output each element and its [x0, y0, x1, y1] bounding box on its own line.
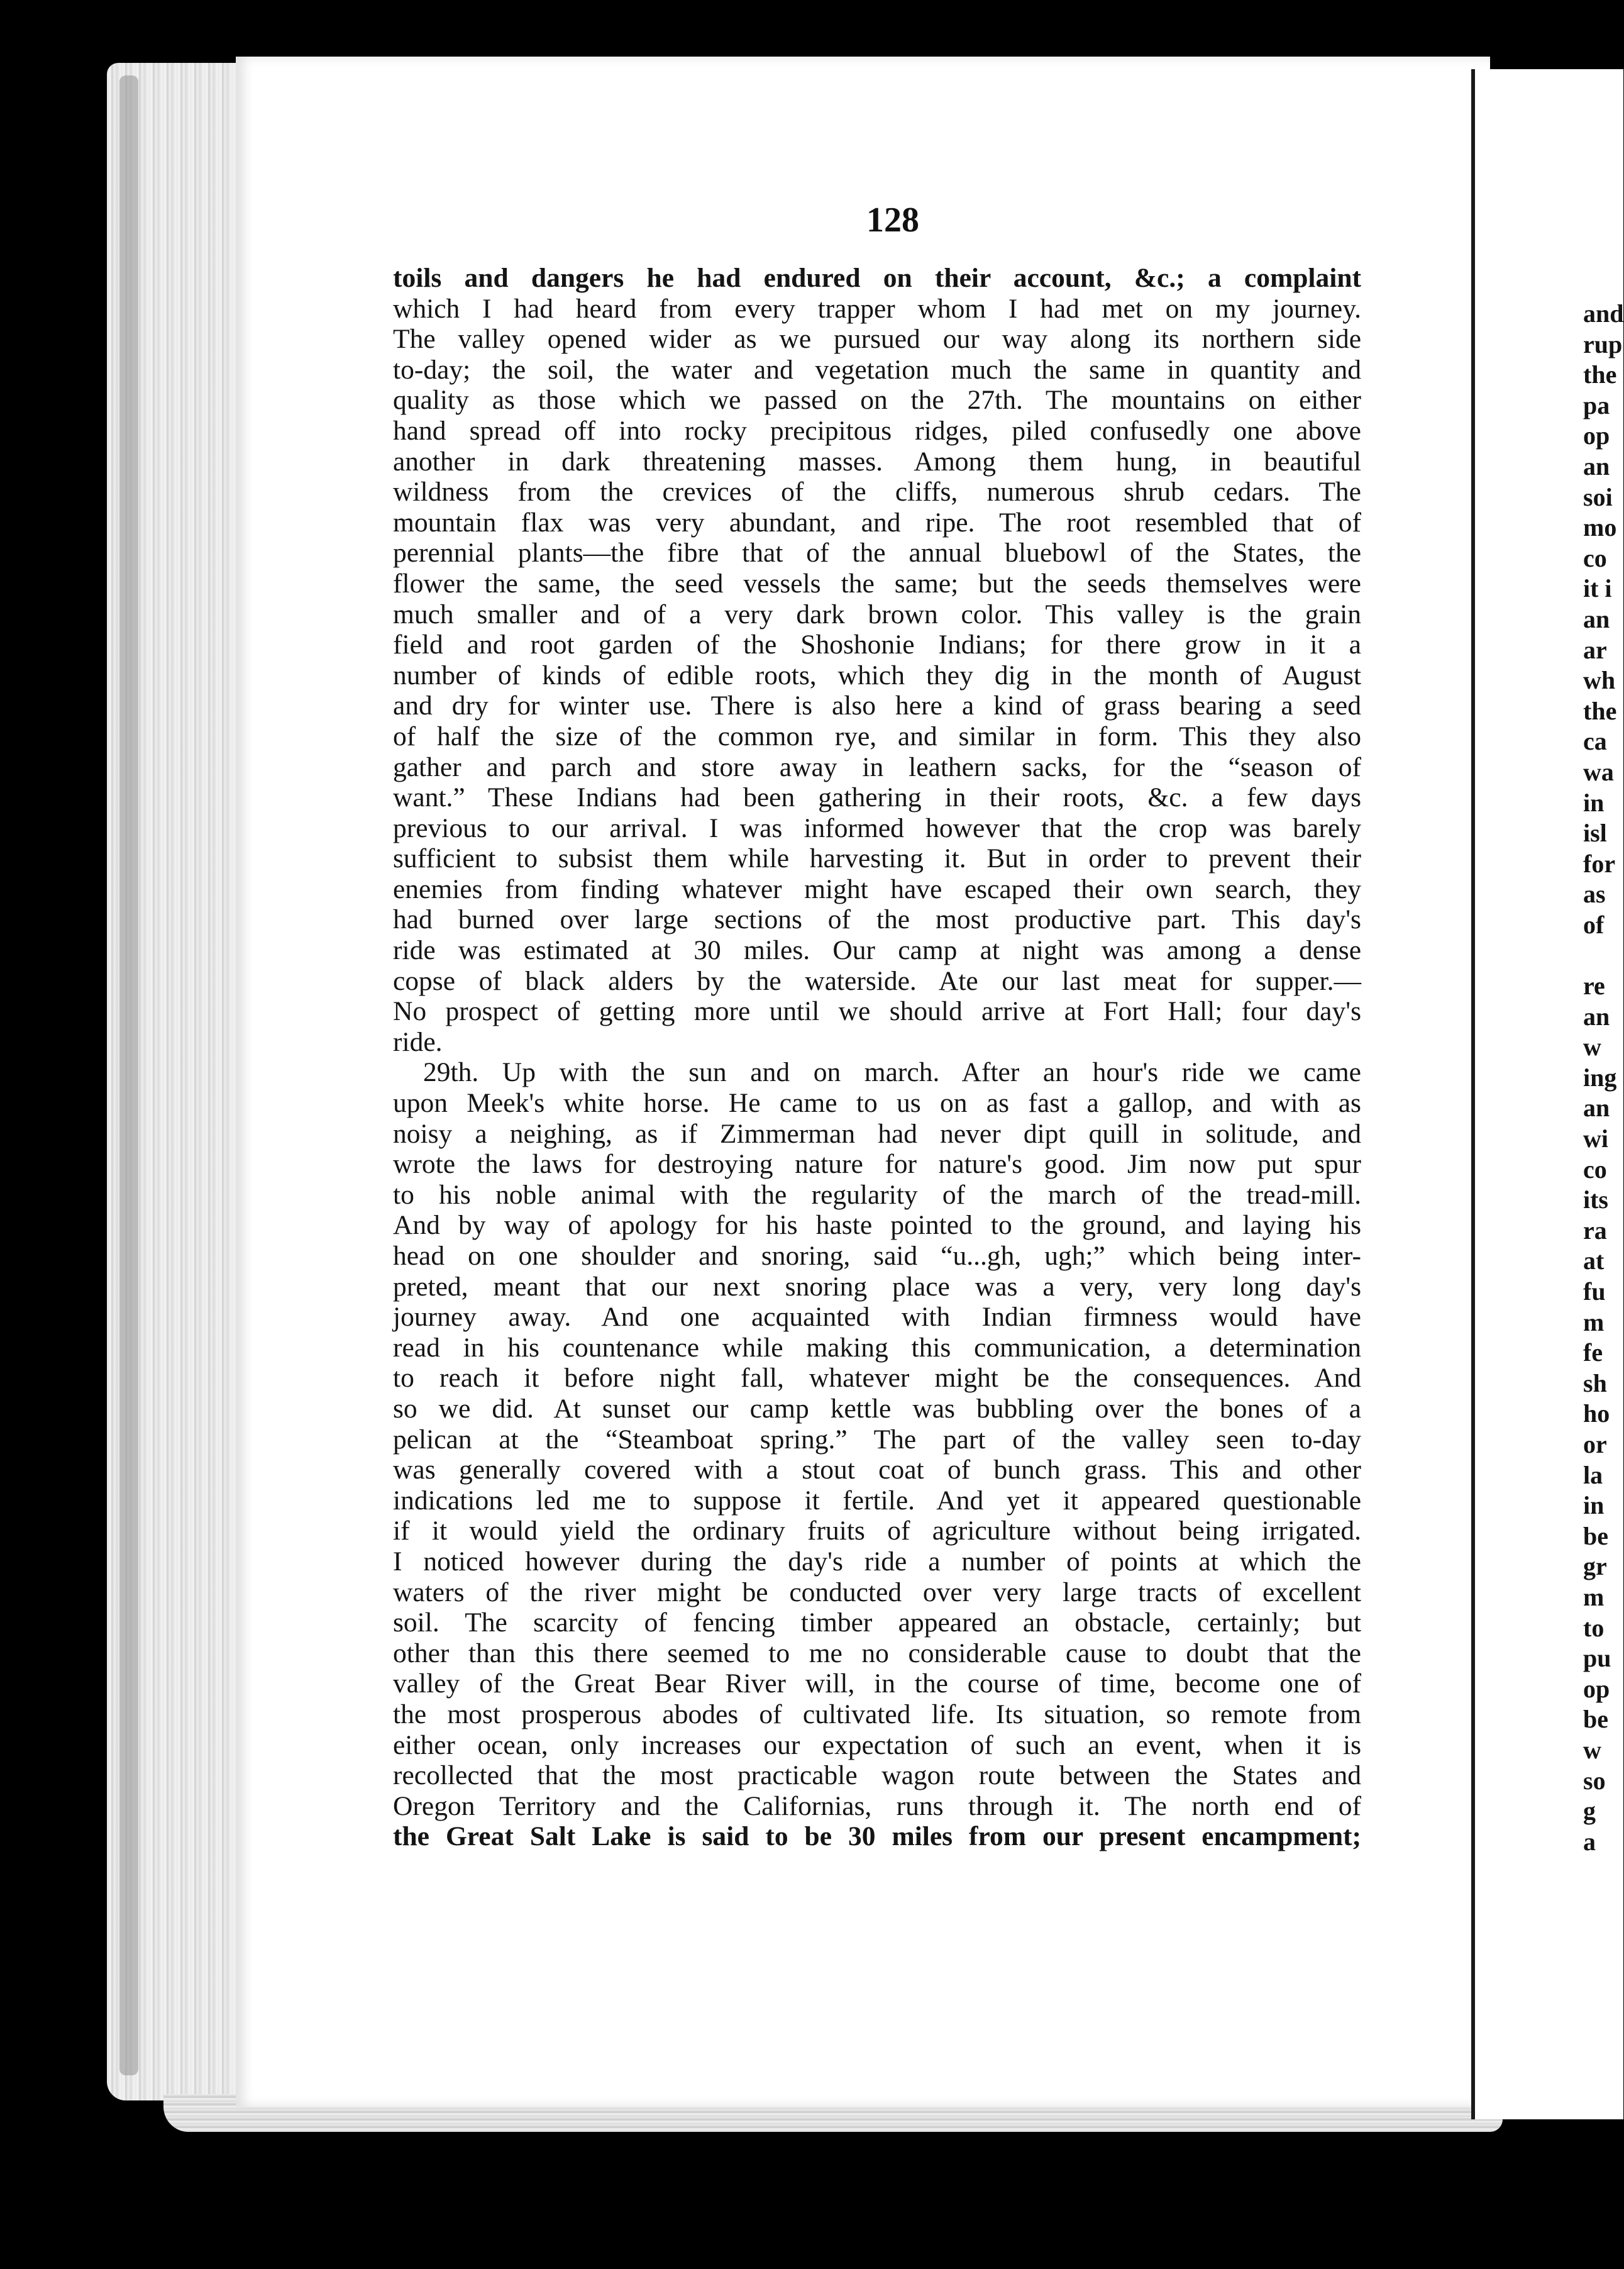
facing-page-fragment: soi — [1583, 482, 1613, 511]
facing-page-text-fragments — [1583, 299, 1624, 1857]
facing-page-fragment: isl — [1583, 819, 1607, 848]
text-line: either ocean, only increases our expectation of such an event, when it is — [393, 1729, 1361, 1760]
text-line: preted, meant that our next snoring place was a very, very long day's — [393, 1271, 1361, 1302]
text-line: want.” These Indians had been gathering in their roots, &c. a few days — [393, 782, 1361, 813]
text-line: indications led me to suppose it fertile. And yet it appeared questionable — [393, 1485, 1361, 1516]
text-line: perennial plants—the fibre that of the annual bluebowl of the States, the — [393, 538, 1361, 569]
text-line: if it would yield the ordinary fruits of agriculture without being irrigated. — [393, 1516, 1361, 1546]
facing-page-fragment: or — [1583, 1429, 1607, 1458]
text-line: journey away. And one acquainted with Indian firmness would have — [393, 1302, 1361, 1333]
text-line: so we did. At sunset our camp kettle was bubbling over the bones of a — [393, 1393, 1361, 1424]
facing-page-fragment: op — [1583, 1674, 1610, 1703]
text-line: which I had heard from every trapper whom I had met on my journey. — [393, 293, 1361, 324]
facing-page-fragment: to — [1583, 1613, 1605, 1642]
text-line: wildness from the crevices of the cliffs, numerous shrub cedars. The — [393, 477, 1361, 508]
facing-page-fragment: op — [1583, 421, 1610, 450]
text-line: to his noble animal with the regularity of the march of the tread-mill. — [393, 1179, 1361, 1210]
text-line: recollected that the most practicable wagon route between the States and — [393, 1760, 1361, 1791]
facing-page-fragment: fe — [1583, 1338, 1603, 1367]
text-line: upon Meek's white horse. He came to us on as fast a gallop, and with as — [393, 1088, 1361, 1119]
facing-page-fragment: gr — [1583, 1552, 1607, 1581]
facing-page-fragment: at — [1583, 1246, 1605, 1275]
facing-page-fragment: g — [1583, 1797, 1596, 1826]
facing-page-fragment: ar — [1583, 635, 1607, 664]
facing-page-fragment: it i — [1583, 574, 1612, 603]
facing-page-fragment: re — [1583, 972, 1605, 1001]
text-line: soil. The scarcity of fencing timber appeared an obstacle, certainly; but — [393, 1607, 1361, 1638]
facing-page-fragment: m — [1583, 1582, 1605, 1611]
text-line: pelican at the “Steamboat spring.” The part of the valley seen to-day — [393, 1424, 1361, 1455]
facing-page-fragment: be — [1583, 1705, 1608, 1734]
facing-page-fragment: so — [1583, 1766, 1606, 1795]
facing-page-fragment: ca — [1583, 727, 1607, 756]
text-line: Oregon Territory and the Californias, runs through it. The north end of — [393, 1790, 1361, 1821]
facing-page-fragment: w — [1583, 1735, 1601, 1764]
facing-page-fragment: a — [1583, 1827, 1596, 1856]
facing-page-fragment: for — [1583, 849, 1616, 878]
body-text — [393, 263, 1361, 1852]
facing-page-fragment: m — [1583, 1307, 1605, 1336]
facing-page-fragment: wa — [1583, 757, 1614, 786]
facing-page-fragment: co — [1583, 1155, 1607, 1184]
text-line: copse of black alders by the waterside. Ate our last meat for supper.— — [393, 965, 1361, 996]
facing-page-fragment — [1583, 940, 1620, 971]
facing-page-fragment: an — [1583, 1094, 1610, 1123]
text-line: enemies from finding whatever might have escaped their own search, they — [393, 874, 1361, 904]
text-line: No prospect of getting more until we should arrive at Fort Hall; four day's — [393, 996, 1361, 1027]
text-line: wrote the laws for destroying nature for nature's good. Jim now put spur — [393, 1149, 1361, 1180]
text-line: I noticed however during the day's ride a number of points at which the — [393, 1546, 1361, 1577]
facing-page-fragment: the — [1583, 696, 1617, 725]
facing-page-fragment: pa — [1583, 391, 1610, 419]
book-edge-shadow — [119, 75, 138, 2075]
text-line: to reach it before night fall, whatever might be the consequences. And — [393, 1363, 1361, 1394]
text-line: much smaller and of a very dark brown color. This valley is the grain — [393, 599, 1361, 630]
text-line: mountain flax was very abundant, and ripe. The root resembled that of — [393, 507, 1361, 538]
text-line: other than this there seemed to me no considerable cause to doubt that the — [393, 1638, 1361, 1668]
text-line: ride. — [393, 1026, 443, 1057]
text-line: field and root garden of the Shoshonie Indians; for there grow in it a — [393, 630, 1361, 660]
text-line: had burned over large sections of the most productive part. This day's — [393, 904, 1361, 935]
page-number: 128 — [866, 201, 919, 240]
text-line: head on one shoulder and snoring, said “u...gh, ugh;” which being inter- — [393, 1241, 1361, 1271]
text-line: of half the size of the common rye, and similar in form. This they also — [393, 721, 1361, 752]
text-line: hand spread off into rocky precipitous ridges, piled confusedly one above — [393, 415, 1361, 446]
facing-page-fragment: pu — [1583, 1644, 1611, 1673]
facing-page-fragment: its — [1583, 1185, 1608, 1214]
text-line: was generally covered with a stout coat of bunch grass. This and other — [393, 1455, 1361, 1485]
text-line: to-day; the soil, the water and vegetation much the same in quantity and — [393, 354, 1361, 385]
text-line: waters of the river might be conducted over very large tracts of excellent — [393, 1577, 1361, 1607]
facing-page-fragment: of — [1583, 910, 1605, 939]
facing-page-fragment: an — [1583, 452, 1610, 480]
text-line: sufficient to subsist them while harvesting it. But in order to prevent their — [393, 843, 1361, 874]
text-line: And by way of apology for his haste pointed to the ground, and laying his — [393, 1210, 1361, 1241]
facing-page-fragment: ho — [1583, 1399, 1610, 1428]
text-line: ride was estimated at 30 miles. Our camp at night was among a dense — [393, 935, 1361, 966]
text-line: another in dark threatening masses. Among them hung, in beautiful — [393, 446, 1361, 477]
text-line: The valley opened wider as we pursued our way along its northern side — [393, 324, 1361, 355]
facing-page-fragment: be — [1583, 1521, 1608, 1550]
text-line: gather and parch and store away in leathern sacks, for the “season of — [393, 752, 1361, 782]
text-line: number of kinds of edible roots, which they dig in the month of August — [393, 660, 1361, 691]
text-line: quality as those which we passed on the 27th. The mountains on either — [393, 385, 1361, 416]
text-line: valley of the Great Bear River will, in the course of time, become one of — [393, 1668, 1361, 1699]
text-line: toils and dangers he had endured on their account, &c.; a complaint — [393, 263, 1361, 293]
text-line: read in his countenance while making this communication, a determination — [393, 1332, 1361, 1363]
text-line: previous to our arrival. I was informed however that the crop was barely — [393, 813, 1361, 843]
text-line: flower the same, the seed vessels the same; but the seeds themselves were — [393, 568, 1361, 599]
facing-page-fragment: rup — [1583, 330, 1623, 358]
facing-page-fragment: mo — [1583, 513, 1617, 542]
facing-page-fragment: ing — [1583, 1063, 1617, 1092]
text-line: the Great Salt Lake is said to be 30 miles from our present encampment; — [393, 1821, 1361, 1852]
facing-page-fragment: an — [1583, 604, 1610, 633]
facing-page-fragment: in — [1583, 1491, 1605, 1520]
facing-page-fragment: w — [1583, 1033, 1601, 1062]
text-line: the most prosperous abodes of cultivated life. Its situation, so remote from — [393, 1699, 1361, 1729]
facing-page-fragment: co — [1583, 543, 1607, 572]
facing-page-fragment: fu — [1583, 1277, 1606, 1306]
facing-page-fragment: ra — [1583, 1216, 1607, 1245]
text-line: 29th. Up with the sun and on march. After an hour's ride we came — [423, 1057, 1361, 1088]
facing-page-fragment: sh — [1583, 1368, 1607, 1397]
facing-page-fragment: wh — [1583, 666, 1616, 695]
text-line: noisy a neighing, as if Zimmerman had never dipt quill in solitude, and — [393, 1118, 1361, 1149]
facing-page-fragment: and — [1583, 299, 1624, 328]
text-line: and dry for winter use. There is also here a kind of grass bearing a seed — [393, 691, 1361, 721]
facing-page-fragment: la — [1583, 1460, 1603, 1489]
facing-page-fragment: an — [1583, 1002, 1610, 1031]
facing-page-fragment: in — [1583, 788, 1605, 817]
facing-page-fragment: wi — [1583, 1124, 1608, 1153]
facing-page-fragment: the — [1583, 360, 1617, 389]
facing-page-fragment: as — [1583, 880, 1606, 909]
